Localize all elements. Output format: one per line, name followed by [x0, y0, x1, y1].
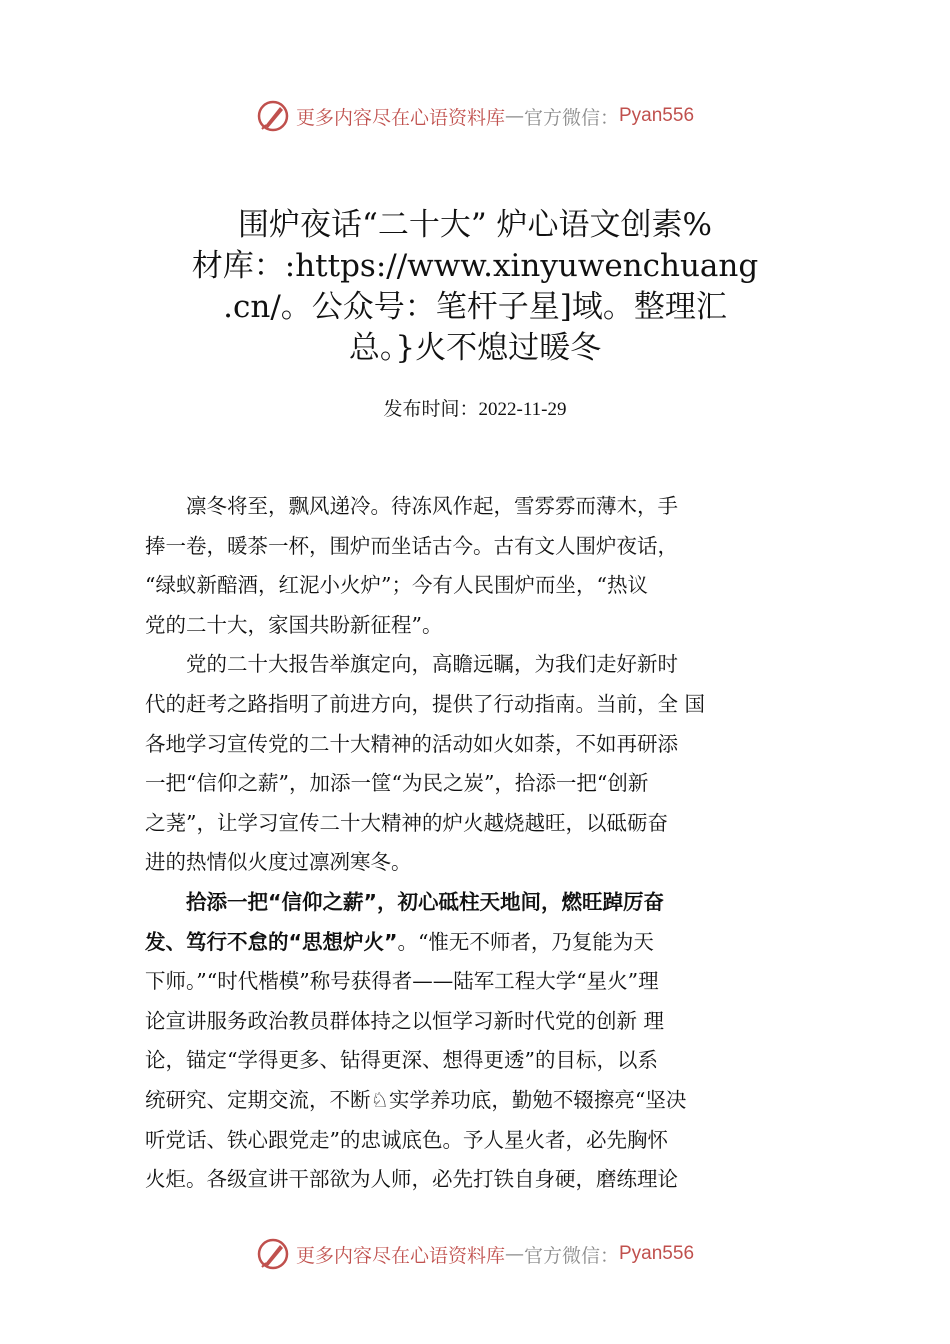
- title-line: .cn/。公众号：笔杆子星]域。整理汇: [223, 289, 727, 325]
- text-line: [145, 923, 810, 963]
- text-line: 党的二十大报告举旗定向，高瞻远瞩，为我们走好新时: [145, 652, 678, 677]
- bold-heading-line: 拾添一把“信仰之薪”，初心砥柱天地间，燃旺踔厉奋: [145, 889, 664, 914]
- publish-label: 发布时间：: [383, 398, 479, 420]
- quill-logo-icon: [256, 99, 290, 133]
- publish-date: [0, 394, 950, 421]
- watermark-brand: 更多内容尽在心语资料库: [295, 106, 505, 129]
- text-line: 听党话、铁心跟党走”的忠诚底色。予人星火者，必先胸怀: [145, 1127, 668, 1152]
- title-line: 材库：:https://www.xinyuwenchuang: [191, 248, 759, 284]
- title-line: 总。}火不熄过暖冬: [348, 330, 602, 366]
- text-line: 党的二十大，家国共盼新征程”。: [145, 612, 443, 637]
- text-line: 捧一卷，暖茶一杯，围炉而坐话古今。古有文人围炉夜话，: [145, 533, 678, 558]
- article-title: [170, 205, 780, 369]
- watermark-dash: —: [504, 1243, 524, 1265]
- title-line: 围炉夜话“二十大” 炉心语文创素%: [237, 207, 712, 243]
- watermark-label: 官方微信：: [523, 106, 619, 129]
- publish-date-value: 2022-11-29: [478, 399, 567, 420]
- article-body: [145, 487, 810, 1200]
- text-line: 代的赶考之路指明了前进方向，提供了行动指南。当前，全 国: [145, 691, 706, 716]
- text-line: 论，锚定“学得更多、钻得更深、想得更透”的目标，以系: [145, 1048, 658, 1073]
- text-line: 火炬。各级宣讲干部欲为人师，必先打铁自身硬，磨练理论: [145, 1167, 678, 1192]
- text-line: 之荛”，让学习宣传二十大精神的炉火越烧越旺，以砥砺奋: [145, 810, 668, 835]
- watermark-dash: —: [504, 105, 524, 127]
- watermark-brand: 更多内容尽在心语资料库: [295, 1244, 505, 1267]
- bold-heading-fragment: 发、笃行不怠的“思想炉火”: [145, 929, 398, 954]
- text-line: 凛冬将至，飘风递冷。待冻风作起，雪雰雰而薄木，手: [145, 494, 678, 518]
- text-line: “绿蚁新醅酒，红泥小火炉”；今有人民围炉而坐，“热议: [145, 573, 648, 598]
- text-fragment: 。“惟无不师者，乃复能为天: [397, 929, 654, 954]
- text-line: 各地学习宣传党的二十大精神的活动如火如荼，不如再研添: [145, 731, 678, 756]
- text-line: 进的热情似火度过凛冽寒冬。: [145, 850, 412, 875]
- watermark-footer: [0, 1234, 950, 1274]
- text-line: 一把“信仰之薪”，加添一筐“为民之炭”，拾添一把“创新: [145, 771, 649, 796]
- watermark-wechat-id: Pyan556: [619, 1243, 695, 1264]
- text-line: 统研究、定期交流，不断♘实学养功底，勤勉不辍擦亮“坚决: [145, 1087, 687, 1112]
- watermark-header: [0, 96, 950, 136]
- watermark-wechat-id: Pyan556: [619, 105, 695, 126]
- text-line: 论宣讲服务政治教员群体持之以恒学习新时代党的创新 理: [145, 1008, 665, 1033]
- watermark-label: 官方微信：: [523, 1244, 619, 1267]
- quill-logo-icon: [256, 1237, 290, 1271]
- text-line: 下师。”“时代楷模”称号获得者——陆军工程大学“星火”理: [145, 969, 659, 994]
